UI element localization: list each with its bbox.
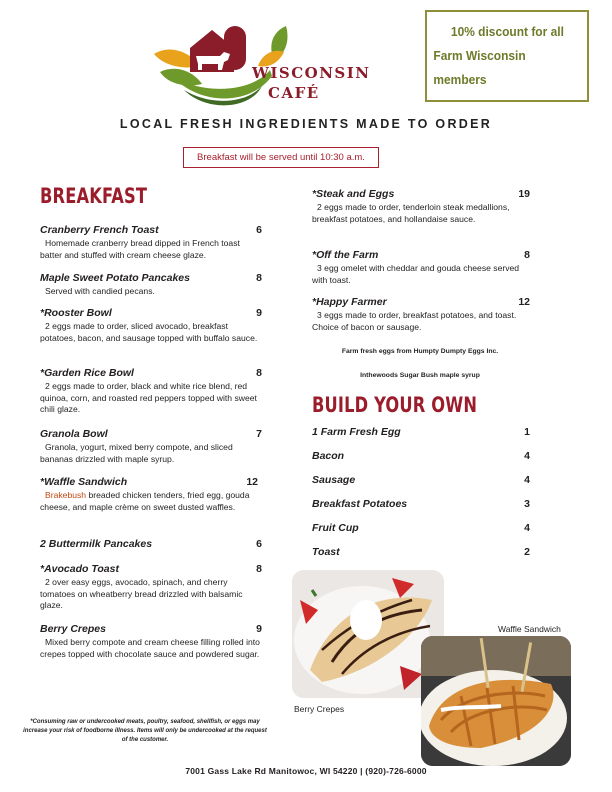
berry-crepes-caption: Berry Crepes bbox=[294, 704, 345, 714]
item-description: 3 egg omelet with cheddar and gouda cheese served with toast. bbox=[312, 263, 520, 285]
waffle-sandwich-illustration bbox=[421, 636, 571, 766]
byo-item-fruit-cup bbox=[312, 522, 530, 534]
byo-item-price: 1 bbox=[524, 426, 530, 438]
breakfast-heading: BREAKFAST bbox=[40, 184, 148, 208]
item-name: *Rooster Bowl bbox=[40, 307, 112, 319]
byo-item-name: Sausage bbox=[312, 474, 356, 486]
item-name: *Happy Farmer bbox=[312, 296, 387, 308]
item-name: Maple Sweet Potato Pancakes bbox=[40, 272, 190, 284]
item-price: 8 bbox=[256, 367, 262, 379]
item-description-text: breaded chicken tenders, fried egg, gouda cheese, and maple crème on sweet dusted waffles. bbox=[40, 490, 250, 512]
item-price: 6 bbox=[256, 538, 262, 550]
item-price: 8 bbox=[524, 249, 530, 261]
item-name: *Waffle Sandwich bbox=[40, 476, 128, 488]
cafe-address: 7001 Gass Lake Rd Manitowoc, WI 54220 | (920)-726-6000 bbox=[185, 766, 427, 776]
menu-item-happy-farmer bbox=[312, 296, 530, 333]
item-description: 2 eggs made to order, black and white rice blend, red quinoa, corn, and roasted red peppers topped with sweet chili glaze. bbox=[40, 381, 257, 414]
item-description bbox=[40, 490, 258, 513]
byo-item-price: 2 bbox=[524, 546, 530, 558]
menu-item-cranberry-french-toast bbox=[40, 224, 262, 261]
item-price: 8 bbox=[256, 563, 262, 575]
item-description: 2 eggs made to order, sliced avocado, breakfast potatoes, bacon, and sausage topped with buffalo sauce. bbox=[40, 321, 258, 343]
item-price: 8 bbox=[256, 272, 262, 284]
byo-item-price: 3 bbox=[524, 498, 530, 510]
menu-item-garden-rice-bowl bbox=[40, 367, 262, 416]
item-price: 9 bbox=[256, 623, 262, 635]
item-name: 2 Buttermilk Pancakes bbox=[40, 538, 153, 550]
byo-item-egg bbox=[312, 426, 530, 438]
waffle-sandwich-photo bbox=[421, 636, 571, 766]
byo-item-name: Toast bbox=[312, 546, 340, 558]
byo-item-price: 4 bbox=[524, 474, 530, 486]
item-price: 6 bbox=[256, 224, 262, 236]
item-price: 19 bbox=[518, 188, 530, 200]
menu-item-granola-bowl bbox=[40, 428, 262, 465]
byo-item-price: 4 bbox=[524, 450, 530, 462]
byo-item-name: Breakfast Potatoes bbox=[312, 498, 408, 510]
item-description: 2 over easy eggs, avocado, spinach, and cherry tomatoes on wheatberry bread drizzled with balsamic glaze. bbox=[40, 577, 243, 610]
waffle-sandwich-caption: Waffle Sandwich bbox=[498, 624, 561, 634]
menu-item-buttermilk-pancakes bbox=[40, 538, 262, 550]
byo-item-toast bbox=[312, 546, 530, 558]
menu-item-avocado-toast bbox=[40, 563, 262, 612]
item-description: 2 eggs made to order, tenderloin steak medallions, breakfast potatoes, and hollandaise sauce. bbox=[312, 202, 510, 224]
item-price: 9 bbox=[256, 307, 262, 319]
menu-item-waffle-sandwich bbox=[40, 476, 258, 513]
byo-item-price: 4 bbox=[524, 522, 530, 534]
item-name: *Off the Farm bbox=[312, 249, 379, 261]
menu-item-berry-crepes bbox=[40, 623, 262, 660]
menu-item-rooster-bowl bbox=[40, 307, 262, 344]
item-description: 3 eggs made to order, breakfast potatoes, and toast. Choice of bacon or sausage. bbox=[312, 310, 517, 332]
item-price: 12 bbox=[246, 476, 258, 488]
item-description: Served with candied pecans. bbox=[45, 286, 155, 296]
byo-item-breakfast-potatoes bbox=[312, 498, 530, 510]
syrup-source-note: Inthewoods Sugar Bush maple syrup bbox=[360, 372, 480, 379]
menu-item-off-the-farm bbox=[312, 249, 530, 286]
item-description: Granola, yogurt, mixed berry compote, and sliced bananas drizzled with maple syrup. bbox=[40, 442, 233, 464]
tagline: LOCAL FRESH INGREDIENTS MADE TO ORDER bbox=[119, 117, 493, 131]
byo-item-sausage bbox=[312, 474, 530, 486]
byo-item-bacon bbox=[312, 450, 530, 462]
item-name: *Avocado Toast bbox=[40, 563, 119, 575]
menu-item-steak-and-eggs bbox=[312, 188, 530, 225]
brakebush-brand: Brakebush bbox=[45, 490, 87, 500]
consumer-advisory: *Consuming raw or undercooked meats, poultry, seafood, shellfish, or eggs may increase your risk of foodborne illness. Items will only be undercooked at the request of the customer. bbox=[23, 719, 267, 743]
item-price: 7 bbox=[256, 428, 262, 440]
item-name: *Steak and Eggs bbox=[312, 188, 395, 200]
item-description: Mixed berry compote and cream cheese filling rolled into crepes topped with chocolate sauce and powdered sugar. bbox=[40, 637, 260, 659]
member-discount-box bbox=[425, 10, 589, 102]
discount-line1: 10% discount for all bbox=[450, 24, 564, 39]
item-name: *Garden Rice Bowl bbox=[40, 367, 134, 379]
breakfast-hours-note: Breakfast will be served until 10:30 a.m. bbox=[183, 147, 379, 168]
logo-name-line1: WISCONSIN bbox=[252, 64, 371, 82]
item-name: Granola Bowl bbox=[40, 428, 108, 440]
byo-item-name: 1 Farm Fresh Egg bbox=[312, 426, 401, 438]
byo-item-name: Fruit Cup bbox=[312, 522, 359, 534]
item-description: Homemade cranberry bread dipped in French toast batter and stuffed with cream cheese glaze. bbox=[40, 238, 240, 260]
menu-item-maple-sweet-potato-pancakes bbox=[40, 272, 262, 298]
item-name: Berry Crepes bbox=[40, 623, 106, 635]
byo-item-name: Bacon bbox=[312, 450, 345, 462]
discount-line2: Farm Wisconsin members bbox=[433, 48, 526, 87]
item-price: 12 bbox=[518, 296, 530, 308]
eggs-source-note: Farm fresh eggs from Humpty Dumpty Eggs Inc. bbox=[341, 348, 499, 355]
build-your-own-heading: BUILD YOUR OWN bbox=[312, 393, 478, 417]
logo-name-line2: CAFÉ bbox=[268, 84, 320, 102]
item-name: Cranberry French Toast bbox=[40, 224, 159, 236]
